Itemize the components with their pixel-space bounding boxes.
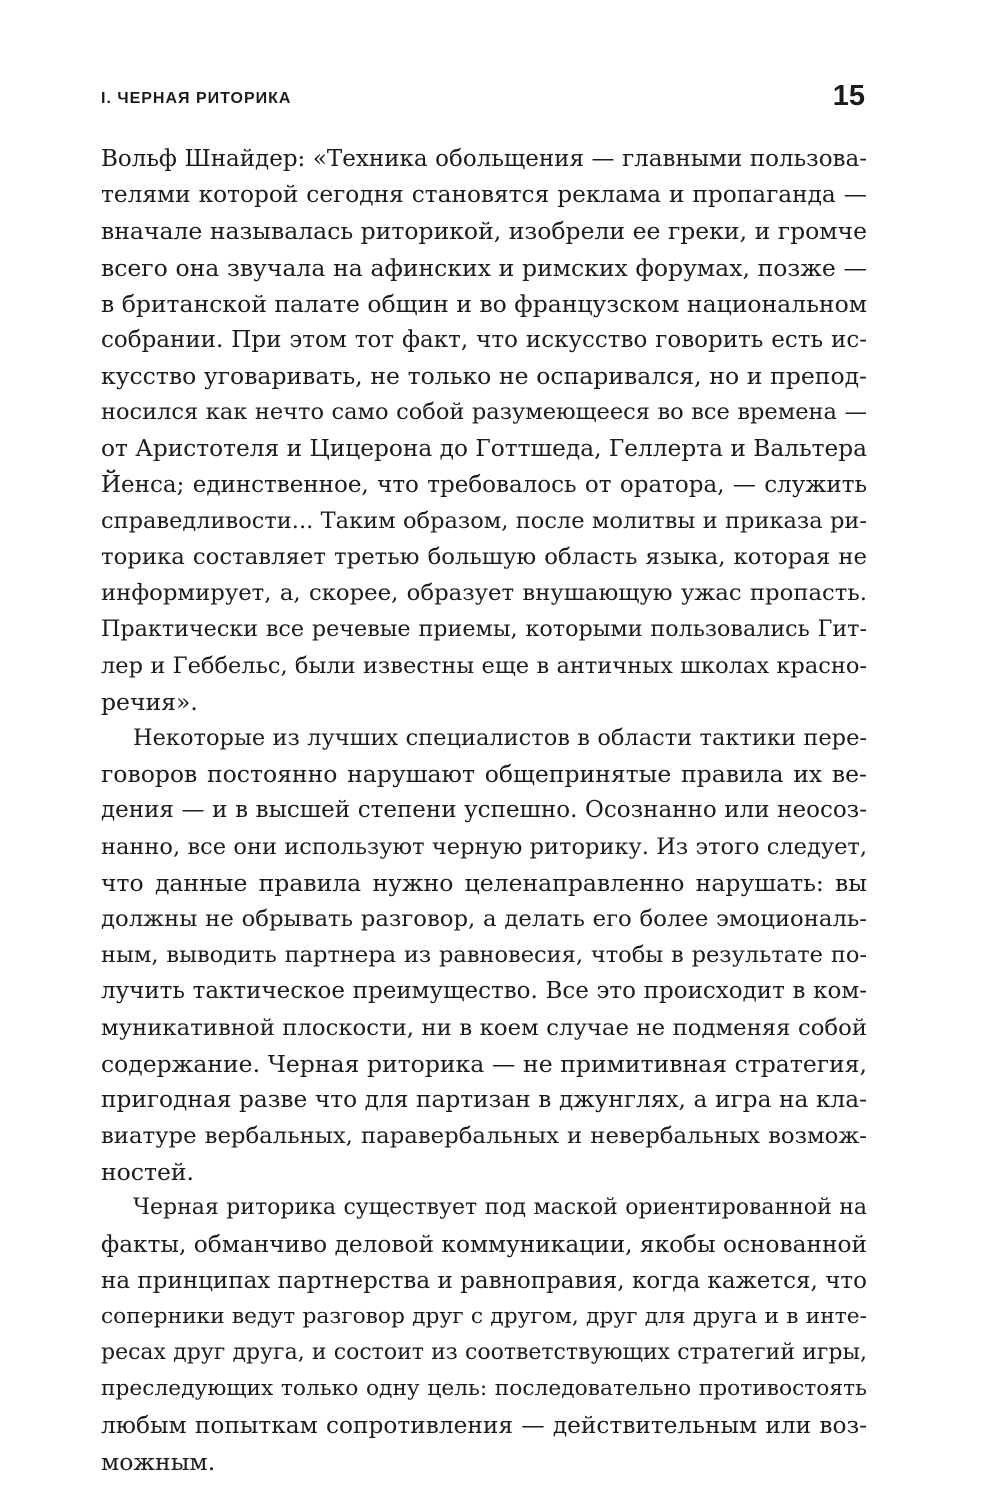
text-line: речия».: [101, 687, 198, 716]
text-line: муникативной плоскости, ни в коем случае не подменяя собой: [101, 1014, 867, 1041]
text-line: что данные правила нужно целенаправленно нарушать: вы: [101, 868, 867, 897]
text-line: Йенса; единственное, что требовалось от оратора, — служить: [101, 471, 867, 498]
text-line: лер и Геббельс, были известны еще в античных школах красно-: [101, 652, 867, 679]
text-line: можным.: [101, 1447, 216, 1476]
text-line: нанно, все они используют черную риторику. Из этого следует,: [101, 833, 867, 860]
text-line: говоров постоянно нарушают общепринятые правила их ве-: [101, 760, 867, 789]
text-line: торика составляет третью большую область языка, которая не: [101, 544, 867, 571]
text-line: справедливости... Таким образом, после молитвы и приказа ри-: [101, 507, 867, 534]
text-line: на принципах партнерства и равноправия, когда кажется, что: [101, 1267, 867, 1294]
text-line: всего она звучала на афинских и римских форумах, позже —: [101, 253, 867, 282]
text-line: лучить тактическое преимущество. Все это происходит в ком-: [101, 978, 867, 1005]
text-line: Вольф Шнайдер: «Техника обольщения — главными пользова-: [101, 146, 867, 172]
text-line: информирует, а, скорее, образует внушающую ужас пропасть.: [101, 580, 867, 607]
text-line: содержание. Черная риторика — не примитивная стратегия,: [101, 1049, 867, 1078]
text-line: собрании. При этом тот факт, что искусство говорить есть ис-: [101, 326, 867, 353]
text-line: ным, выводить партнера из равновесия, чтобы в результате по-: [101, 942, 867, 969]
text-line: от Аристотеля и Цицерона до Готтшеда, Геллерта и Вальтера: [101, 434, 867, 462]
paragraph-first-line: Черная риторика существует под маской ориентированной на: [133, 1195, 867, 1221]
text-line: вначале называлась риторикой, изобрели ее греки, и громче: [101, 217, 867, 246]
text-line: ресах друг друга, и состоит из соответствующих стратегий игры,: [101, 1340, 867, 1366]
text-line: ностей.: [101, 1158, 195, 1187]
text-line: соперники ведут разговор друг с другом, друг для друга и в инте-: [101, 1304, 867, 1329]
running-header: I. ЧЕРНАЯ РИТОРИКА: [101, 90, 292, 107]
page-number: 15: [832, 80, 865, 112]
text-line: Практически все речевые приемы, которыми пользовались Гит-: [101, 616, 867, 643]
text-line: дения — и в высшей степени успешно. Осознанно или неосоз-: [101, 797, 867, 824]
text-line: пригодная разве что для партизан в джунглях, а игра на кла-: [101, 1085, 867, 1113]
text-line: телями которой сегодня становятся реклама и пропаганда —: [101, 181, 867, 209]
text-line: любым попыткам сопротивления — действительным или воз-: [101, 1411, 867, 1439]
text-line: в британской палате общин и во французском национальном: [101, 289, 867, 318]
body-text: [101, 141, 867, 1480]
text-line: виатуре вербальных, паравербальных и невербальных возмож-: [101, 1123, 867, 1150]
text-line: должны не обрывать разговор, а делать его более эмоциональ-: [101, 905, 867, 932]
paragraph-first-line: Некоторые из лучших специалистов в области тактики пере-: [133, 725, 867, 751]
text-line: носился как нечто само собой разумеющееся во все времена —: [101, 399, 867, 426]
text-line: преследующих только одну цель: последовательно противостоять: [101, 1376, 867, 1402]
text-line: факты, обманчиво деловой коммуникации, якобы основанной: [101, 1230, 867, 1258]
text-line: кусство уговаривать, не только не оспаривался, но и препод-: [101, 362, 867, 391]
